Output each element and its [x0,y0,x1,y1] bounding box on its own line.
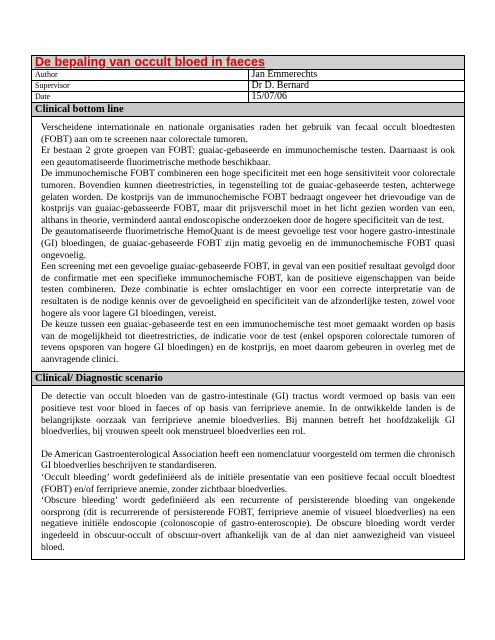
section-heading-scenario: Clinical/ Diagnostic scenario [32,372,465,386]
paragraph: ‘Occult bleeding’ wordt gedefiniëerd als de initiële presentatie van een positieve fecaal occult bloedtest (FOBT) en/of ferriprieve anemie, zonder zichtbaar bloedverlies. [41,472,455,495]
document [31,55,465,560]
paragraph: ‘Obscure bleeding’ wordt gedefiniëerd als een recurrente of persisterende bloeding van ongekende oorsprong (dit is recurrerende of persisterende FOBT, ferriprieve anemie of visueel bloedverlies) na een negatieve initiële endoscopie (colonoscopie of gastro-enteroscopie). De obscure bloeding wordt verder ingedeeld in obscuur-occult of obscuur-overt afhankelijk van de al dan niet aanwezigheid van visueel bloed. [41,495,455,553]
meta-label: Author [32,70,249,81]
meta-label: Date [32,92,249,103]
paragraph: Verscheidene internationale en nationale organisaties raden het gebruik van fecaal occult bloedtesten (FOBT) aan om te screenen naar colorectale tumoren. [41,122,455,145]
meta-row-author [32,70,465,81]
paragraph: Er bestaan 2 grote groepen van FOBT: guaiac-gebaseerde en immunochemische testen. Daarnaast is ook een geautomatiseerde fluorimetrische methode beschikbaar. [41,145,455,168]
date-value: 15/07/06 [248,92,465,103]
section-heading-bottom-line: Clinical bottom line [32,103,465,117]
author-value: Jan Emmerechts [248,70,465,81]
meta-row-supervisor [32,81,465,92]
paragraph: De American Gastroenterological Association heeft een nomenclatuur voorgesteld om termen die chronisch GI bloedverlies beschrijven te standardiseren. [41,448,455,472]
cat-table [31,55,465,560]
paragraph: Een screening met een gevoelige guaiac-gebaseerde FOBT, in geval van een positief resultaat gevolgd door de confirmatie met een specifieke immunochemische FOBT, kan de positieve eigenschappen van beide testen combineren. Deze combinatie is echter omslachtiger en voor een correcte interpretatie van de resultaten is de nodige kennis over de gevoeligheid en specificiteit van de afzonderlijke testen, zowel voor hogere als voor lagere GI bloedingen, vereist. [41,261,455,319]
meta-label: Supervisor [32,81,249,92]
meta-row-date [32,92,465,103]
supervisor-value: Dr D. Bernard [248,81,465,92]
paragraph: De keuze tussen een guaiac-gebaseerde test en een immunochemische test moet gemaakt worden op basis van de mogelijkheid tot dieetrestricties, de indicatie voor de test (enkel opsporen colorectale tumoren of tevens opsporen van hogere GI bloedingen) en de kostprijs, en moet daarom gebeuren in overleg met de aanvragende clinici. [41,319,455,365]
paragraph: De geautomatiseerde fluorimetrische HemoQuant is de meest gevoelige test voor hogere gastro-intestinale (GI) bloedingen, de guaiac-gebaseerde FOBT zijn matig gevoelig en de immunochemische FOBT quasi ongevoelig. [41,226,455,261]
paragraph: De immunochemische FOBT combineren een hoge specificiteit met een hoge sensitiviteit voor colorectale tumoren. Bovendien kunnen dieetrestricties, in tegenstelling tot de guaiac-gebaseerde testen, achterwege gelaten worden. De kostprijs van de immunochemische FOBT bedraagt ongeveer het drievoudige van de kostprijs van guaiac-gebasseerde FOBT, maar dit prijsverschil moet in het licht gezien worden van een, althans in theorie, verminderd aantal endoscopische onderzoeken door de hogere specificiteit van de test. [41,168,455,226]
paragraph: De detectie van occult bloeden van de gastro-intestinale (GI) tractus wordt vermoed op basis van een positieve test voor bloed in faeces of op basis van ferriprieve anemie. In de ontwikkelde landen is de belangrijkste oorzaak van ferriprieve anemie bloedverlies. Bij mannen betreft het hoofdzakelijk GI bloedverlies, bij vrouwen speelt ook menstrueel bloedverlies een rol. [41,391,455,438]
section-body-bottom-line [32,117,465,372]
document-title: De bepaling van occult bloed in faeces [32,56,465,70]
section-body-scenario [32,386,465,560]
